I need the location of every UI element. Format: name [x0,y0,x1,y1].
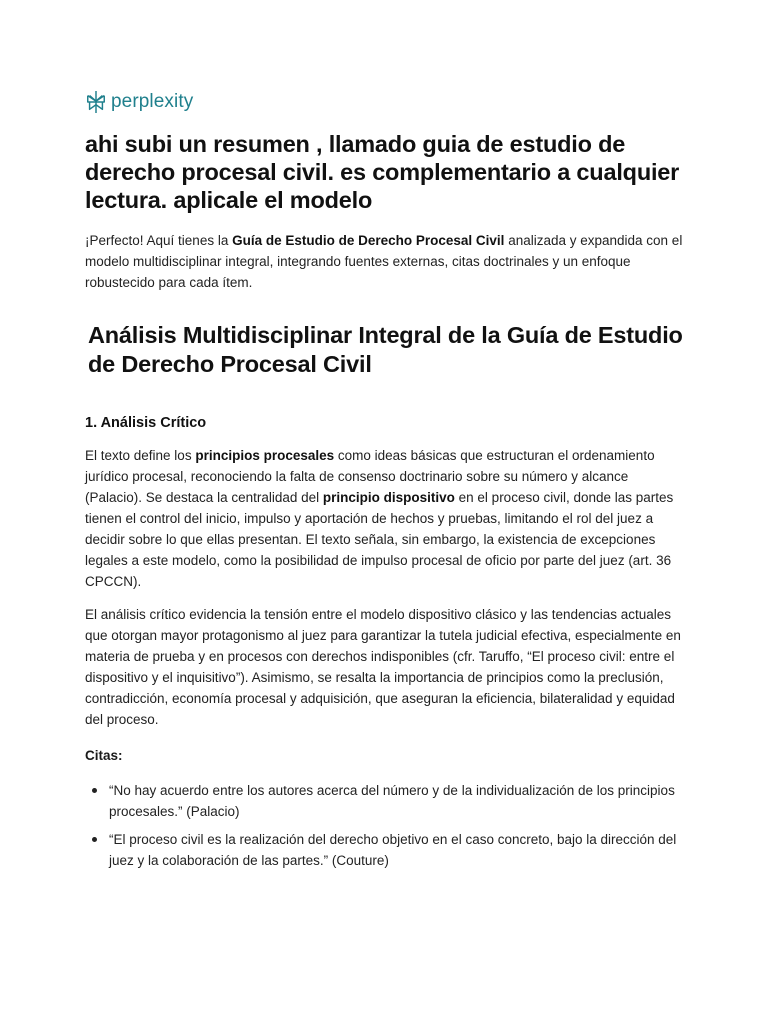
document-page [85,88,685,878]
list-item: “El proceso civil es la realización del derecho objetivo en el caso concreto, bajo la dirección del juez y la colaboración de las partes.” (Couture) [85,829,685,871]
analysis-paragraph-1: El texto define los principios procesales como ideas básicas que estructuran el ordenamiento jurídico procesal, reconociendo la falta de consenso doctrinario sobre su número y alcance (Palacio). Se destaca la centralidad del principio dispositivo en el proceso civil, donde las partes tienen el control del inicio, impulso y aportación de hechos y pruebas, limitando el rol del juez a decidir sobre lo que ellas presentan. El texto señala, sin embargo, la existencia de excepciones legales a este modelo, como la posibilidad de impulso procesal de oficio por parte del juez (art. 36 CPCCN). [85,448,674,589]
brand-name: perplexity [111,91,194,112]
analysis-paragraph-2: El análisis crítico evidencia la tensión entre el modelo dispositivo clásico y las tendencias actuales que otorgan mayor protagonismo al juez para garantizar la tutela judicial efectiva, especialmente en materia de prueba y en procesos con derechos indisponibles (cfr. Taruffo, “El proceso civil: entre el dispositivo y el inquisitivo”). Asimismo, se resalta la importancia de principios como la preclusión, contradicción, economía procesal y adquisición, que aseguran la eficiencia, bilateralidad y equidad del proceso. [85,607,681,727]
perplexity-logo-icon [85,90,107,114]
bullet-icon [92,837,97,842]
citas-list [85,780,685,871]
section-title: 1. Análisis Crítico [85,415,207,431]
brand-header [85,88,685,116]
citas-label: Citas: [85,748,123,763]
intro-paragraph: ¡Perfecto! Aquí tienes la Guía de Estudio de Derecho Procesal Civil analizada y expandida con el modelo multidisciplinar integral, integrando fuentes externas, citas doctrinales y un enfoque robustecido para cada ítem. [85,233,683,290]
answer-heading: Análisis Multidisciplinar Integral de la Guía de Estudio de Derecho Procesal Civil [88,322,683,377]
bullet-icon [92,788,97,793]
user-question: ahi subi un resumen , llamado guia de estudio de derecho procesal civil. es complementario a cualquier lectura. aplicale el modelo [85,131,680,213]
list-item: “No hay acuerdo entre los autores acerca del número y de la individualización de los principios procesales.” (Palacio) [85,780,685,822]
